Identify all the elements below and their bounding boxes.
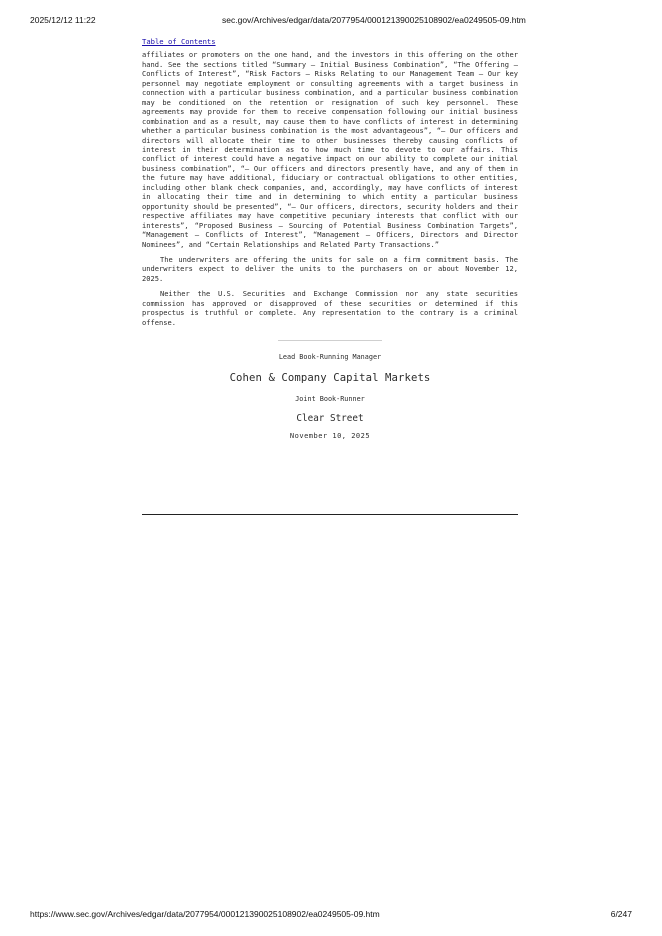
lead-manager-label: Lead Book-Running Manager bbox=[278, 353, 382, 362]
conflicts-paragraph: affiliates or promoters on the one hand, and the investors in this offering on the other hand. See the sections titled “Summary — Initial Business Combination”, “The Offering — Conflicts of Interest”, “Risk Factors — Risks Relating to our Management Team — Our key personnel may negotiate employment or consulting agreements with a target business in connection with a particular business combination, and a particular business combination may be conditioned on the retention or resignation of such key personnel. These agreements may provide for them to receive compensation following our initial business combination and as a result, may cause them to have conflicts of interest in determining whether a particular business combination is the most advantageous”, “— Our officers and directors will allocate their time to other businesses thereby causing conflicts of interest in their determination as to how much time to devote to our affairs. This conflict of interest could have a negative impact on our ability to complete our initial business combination”, “— Our officers and directors presently have, and any of them in the future may have additional, fiduciary or contractual obligations to other entities, including other blank check companies, and, accordingly, may have conflicts of interest in allocating their time and in determining to which entity a particular business opportunity should be presented”, “— Our officers, directors, security holders and their respective affiliates may have competitive pecuniary interests that conflict with our interests”, “Proposed Business — Sourcing of Potential Business Combination Targets”, “Management — Conflicts of Interest”, “Management — Officers, Directors and Director Nominees”, and “Certain Relationships and Related Party Transactions.” bbox=[142, 50, 518, 249]
table-of-contents-link[interactable]: Table of Contents bbox=[142, 37, 216, 46]
divider bbox=[278, 340, 382, 341]
print-header bbox=[30, 15, 632, 29]
prospectus-date: November 10, 2025 bbox=[289, 432, 371, 441]
joint-runner-label: Joint Book-Runner bbox=[295, 394, 365, 403]
print-page-url: sec.gov/Archives/edgar/data/2077954/000121390025108902/ea0249505-09.htm bbox=[222, 15, 526, 25]
document-body bbox=[142, 37, 518, 442]
print-page-counter: 6/247 bbox=[610, 909, 632, 919]
print-footer bbox=[30, 909, 632, 923]
lead-manager-name: Cohen & Company Capital Markets bbox=[229, 371, 431, 384]
print-timestamp: 2025/12/12 11:22 bbox=[30, 15, 96, 25]
sec-disclaimer-paragraph: Neither the U.S. Securities and Exchange Commission nor any state securities commission has approved or disapproved of these securities or determined if this prospectus is truthful or complete. Any representation to the contrary is a criminal offense. bbox=[142, 289, 518, 327]
underwriters-paragraph: The underwriters are offering the units for sale on a firm commitment basis. The underwriters expect to deliver the units to the purchasers on or about November 12, 2025. bbox=[142, 254, 518, 283]
joint-runner-name: Clear Street bbox=[296, 413, 364, 425]
print-footer-url: https://www.sec.gov/Archives/edgar/data/2077954/000121390025108902/ea0249505-09.htm bbox=[30, 909, 380, 919]
page-end-rule bbox=[142, 514, 518, 515]
